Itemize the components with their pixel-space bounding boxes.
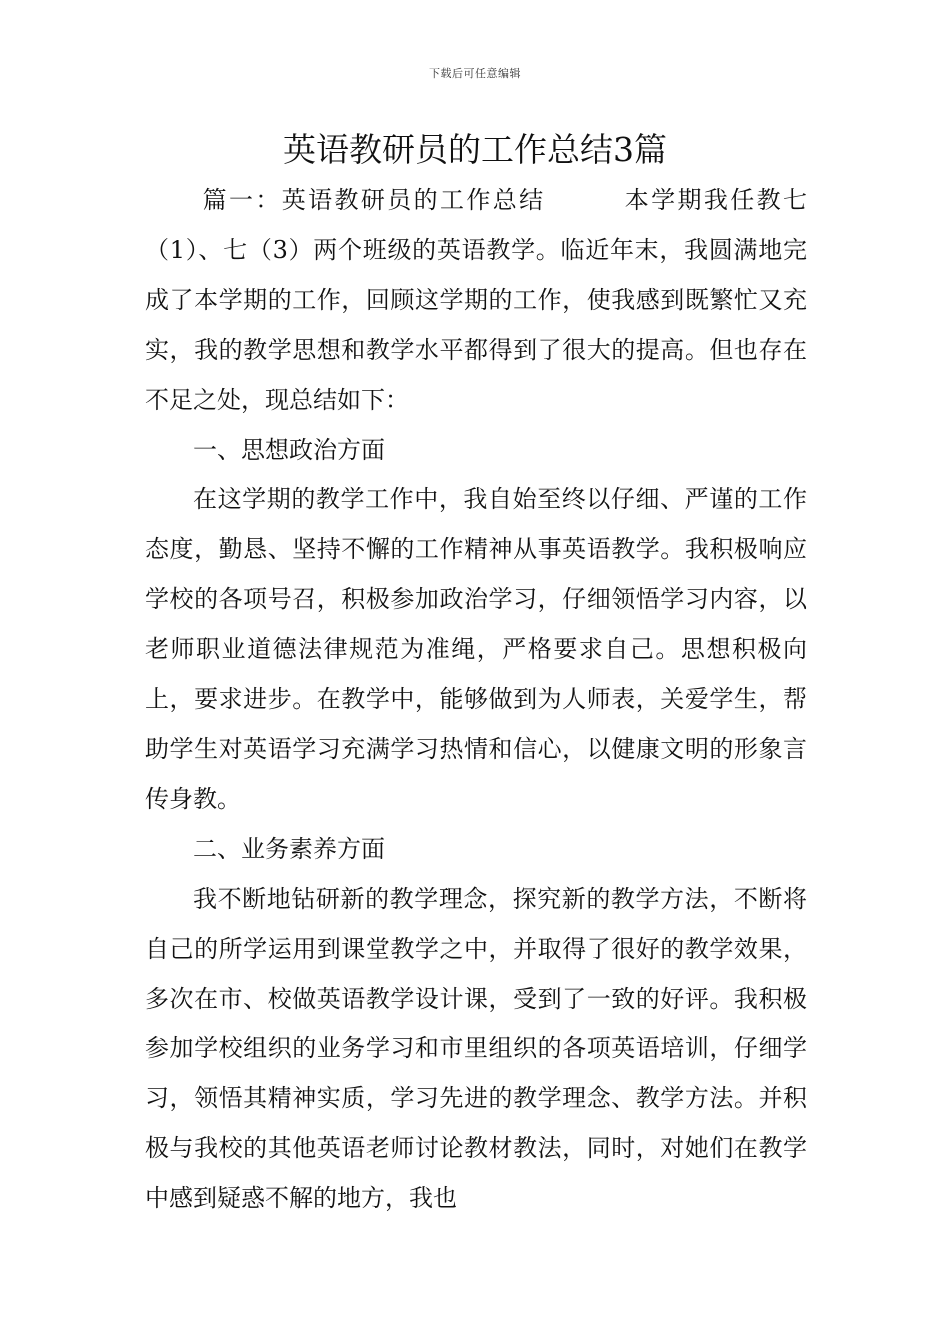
section-body-professional: 我不断地钻研新的教学理念，探究新的教学方法，不断将自己的所学运用到课堂教学之中，并取得了很好的教学效果，多次在市、校做英语教学设计课，受到了一致的好评。我积极参加学校组织的业务学习和市里组织的各项英语培训，仔细学习，领悟其精神实质，学习先进的教学理念、教学方法。并积极与我校的其他英语老师讨论教材教法，同时，对她们在教学中感到疑惑不解的地方，我也 bbox=[145, 884, 807, 1213]
section-heading-professional: 二、业务素养方面 bbox=[193, 834, 385, 863]
page-header-note: 下载后可任意编辑 bbox=[429, 67, 521, 80]
intro-paragraph: 篇一：英语教研员的工作总结 本学期我任教七（1）、七（3）两个班级的英语教学。临近年末，我圆满地完成了本学期的工作，回顾这学期的工作，使我感到既繁忙又充实，我的教学思想和教学水平都得到了很大的提高。但也存在不足之处，现总结如下： bbox=[145, 186, 807, 414]
section-heading-ideology: 一、思想政治方面 bbox=[193, 435, 385, 464]
section-body-ideology: 在这学期的教学工作中，我自始至终以仔细、严谨的工作态度，勤恳、坚持不懈的工作精神从事英语教学。我积极响应学校的各项号召，积极参加政治学习，仔细领悟学习内容，以老师职业道德法律规范为准绳，严格要求自己。思想积极向上，要求进步。在教学中，能够做到为人师表，关爱学生，帮助学生对英语学习充满学习热情和信心，以健康文明的形象言传身教。 bbox=[145, 485, 807, 813]
document-title: 英语教研员的工作总结3篇 bbox=[283, 130, 667, 169]
document-body bbox=[145, 176, 807, 1224]
